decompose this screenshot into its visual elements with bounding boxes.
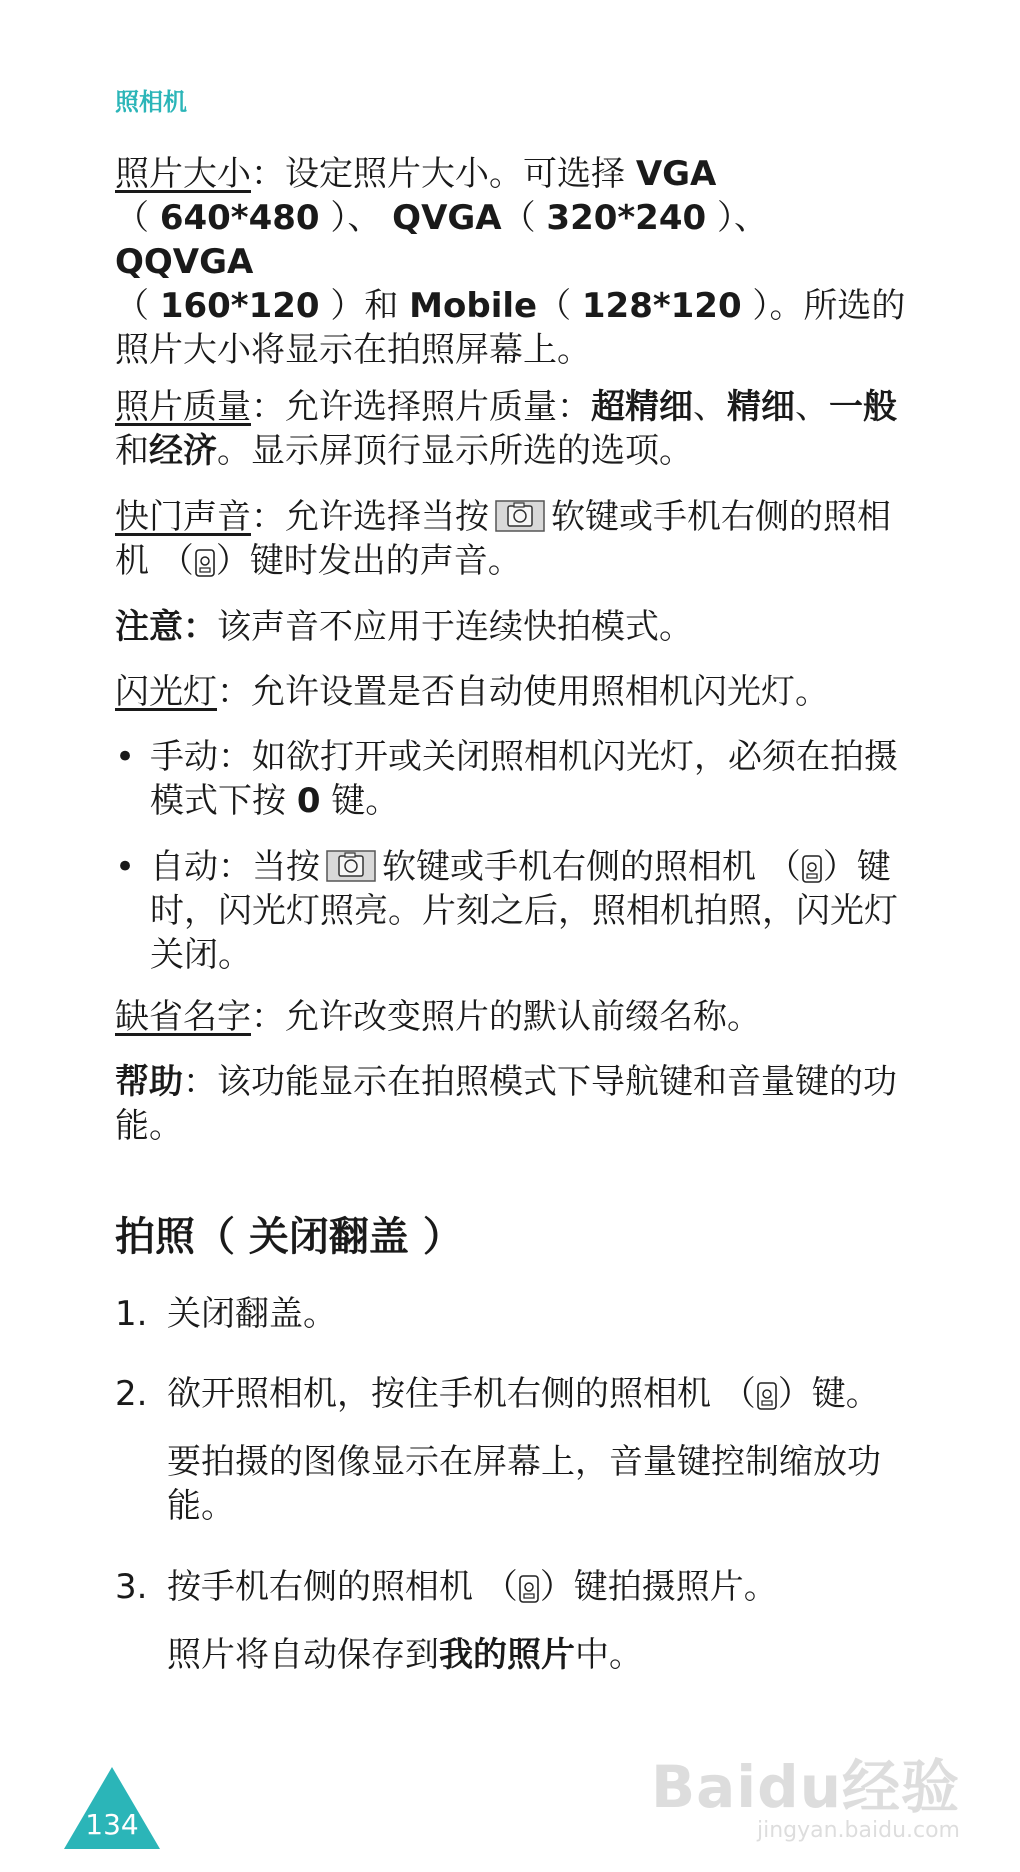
colon: ： <box>183 1062 217 1102</box>
qvga-option: QVGA <box>392 198 502 238</box>
step-3-detail-end: 中。 <box>575 1635 643 1675</box>
bullet-dot: • <box>115 847 136 887</box>
step-number: 3. <box>115 1567 148 1607</box>
flash-manual-item <box>150 735 915 823</box>
default-name-text: 允许改变照片的默认前缀名称。 <box>285 997 761 1037</box>
camera-softkey-icon <box>495 500 545 532</box>
flash-text: 允许设置是否自动使用照相机闪光灯。 <box>251 672 829 712</box>
help-paragraph <box>115 1060 915 1148</box>
photo-size-text: 设定照片大小。可选择 <box>285 154 636 194</box>
camera-side-key-icon <box>756 1381 778 1411</box>
paren-open: （ <box>501 198 547 238</box>
photo-quality-text: 允许选择照片质量： <box>285 387 591 427</box>
watermark <box>651 1740 960 1843</box>
paren-close: ） <box>319 198 348 238</box>
paren-open: （ <box>115 198 160 238</box>
vga-option: VGA <box>635 154 717 194</box>
default-name-term: 缺省名字 <box>115 997 251 1037</box>
photo-size-term: 照片大小 <box>115 154 251 194</box>
colon: ： <box>217 672 251 712</box>
watermark-url: jingyan.baidu.com <box>756 1818 960 1843</box>
section-heading: 拍照（ 关闭翻盖 ） <box>115 1214 463 1260</box>
photo-quality-term: 照片质量 <box>115 387 251 427</box>
photo-quality-text-end: 。显示屏顶行显示所选的选项。 <box>217 431 693 471</box>
camera-side-key-icon <box>518 1574 540 1604</box>
flash-auto-text-end: ）键时，闪光灯照亮。片刻之后，照相机拍照，闪光灯关闭。 <box>150 847 898 975</box>
note-label: 注意： <box>115 607 217 647</box>
colon: ： <box>251 997 285 1037</box>
step-2-detail: 要拍摄的图像显示在屏幕上，音量键控制缩放功能。 <box>167 1442 881 1526</box>
photo-size-text-end: 。所选的照片大小将显示在拍照屏幕上。 <box>115 286 906 370</box>
shutter-text: 允许选择当按 <box>285 497 489 537</box>
camera-softkey-icon <box>326 850 376 882</box>
help-label: 帮助 <box>115 1062 183 1102</box>
section-label: 照相机 <box>115 88 187 116</box>
paren-open: （ <box>115 286 160 326</box>
colon: ： <box>251 387 285 427</box>
step-1-text: 关闭翻盖。 <box>167 1294 337 1334</box>
step-3-detail <box>167 1633 917 1677</box>
note-text: 该声音不应用于连续快拍模式。 <box>217 607 693 647</box>
note-paragraph <box>115 605 915 649</box>
shutter-sound-term: 快门声音 <box>115 497 251 537</box>
photo-quality-paragraph <box>115 385 915 473</box>
step-3-text-end: ）键拍摄照片。 <box>539 1567 778 1607</box>
qvga-resolution: 320*240 <box>546 198 707 238</box>
separator: 、 <box>795 387 829 427</box>
step-3-text-start: 按手机右侧的照相机 （ <box>167 1567 518 1607</box>
quality-option-fine: 精细 <box>727 387 795 427</box>
flash-manual-text: 手动：如欲打开或关闭照相机闪光灯，必须在拍摄模式下按 <box>150 737 898 821</box>
separator: 、 <box>347 198 393 238</box>
flash-auto-text: 自动：当按 <box>150 847 320 887</box>
shutter-text-middle: 软键或手机右侧的照相机 （ <box>115 497 891 581</box>
step-number: 1. <box>115 1294 148 1334</box>
colon: ： <box>251 497 285 537</box>
quality-option-economy: 经济 <box>149 431 217 471</box>
camera-side-key-icon <box>194 548 216 578</box>
step-3-detail-start: 照片将自动保存到 <box>167 1635 439 1675</box>
step-3-text <box>167 1565 917 1609</box>
key-zero: 0 <box>296 781 321 821</box>
separator: 、 <box>693 387 727 427</box>
flash-paragraph <box>115 670 915 714</box>
flash-auto-item <box>150 845 915 977</box>
qqvga-option: QQVGA <box>115 242 254 282</box>
qqvga-resolution: 160*120 <box>159 286 320 326</box>
vga-resolution: 640*480 <box>159 198 320 238</box>
colon: ： <box>251 154 285 194</box>
photo-size-paragraph <box>115 152 915 372</box>
step-2-text-start: 欲开照相机，按住手机右侧的照相机 （ <box>167 1374 756 1414</box>
mobile-option: Mobile <box>409 286 538 326</box>
flash-auto-text-middle: 软键或手机右侧的照相机 （ <box>382 847 801 887</box>
shutter-sound-paragraph <box>115 495 915 583</box>
step-2-text-end: ）键。 <box>777 1374 880 1414</box>
mobile-resolution: 128*120 <box>581 286 742 326</box>
camera-side-key-icon <box>801 854 823 884</box>
paren-close: ） <box>741 286 770 326</box>
step-number: 2. <box>115 1374 148 1414</box>
shutter-text-end: ）键时发出的声音。 <box>215 541 522 581</box>
flash-manual-text-end: 键。 <box>320 781 400 821</box>
my-photos-label: 我的照片 <box>439 1635 575 1675</box>
separator: 、 <box>733 198 768 238</box>
paren-open: （ <box>537 286 582 326</box>
step-2-text <box>167 1372 917 1416</box>
paren-close: ） <box>706 198 734 238</box>
conjunction: 和 <box>115 431 149 471</box>
default-name-paragraph <box>115 995 915 1039</box>
help-text: 该功能显示在拍照模式下导航键和音量键的功能。 <box>115 1062 897 1146</box>
quality-option-normal: 一般 <box>829 387 897 427</box>
flash-term: 闪光灯 <box>115 672 217 712</box>
paren-close: ） <box>319 286 365 326</box>
page-number: 134 <box>85 1808 139 1841</box>
conjunction: 和 <box>364 286 410 326</box>
bullet-dot: • <box>115 737 136 777</box>
quality-option-superfine: 超精细 <box>591 387 693 427</box>
watermark-logo: Baidu经验 <box>650 1753 960 1821</box>
